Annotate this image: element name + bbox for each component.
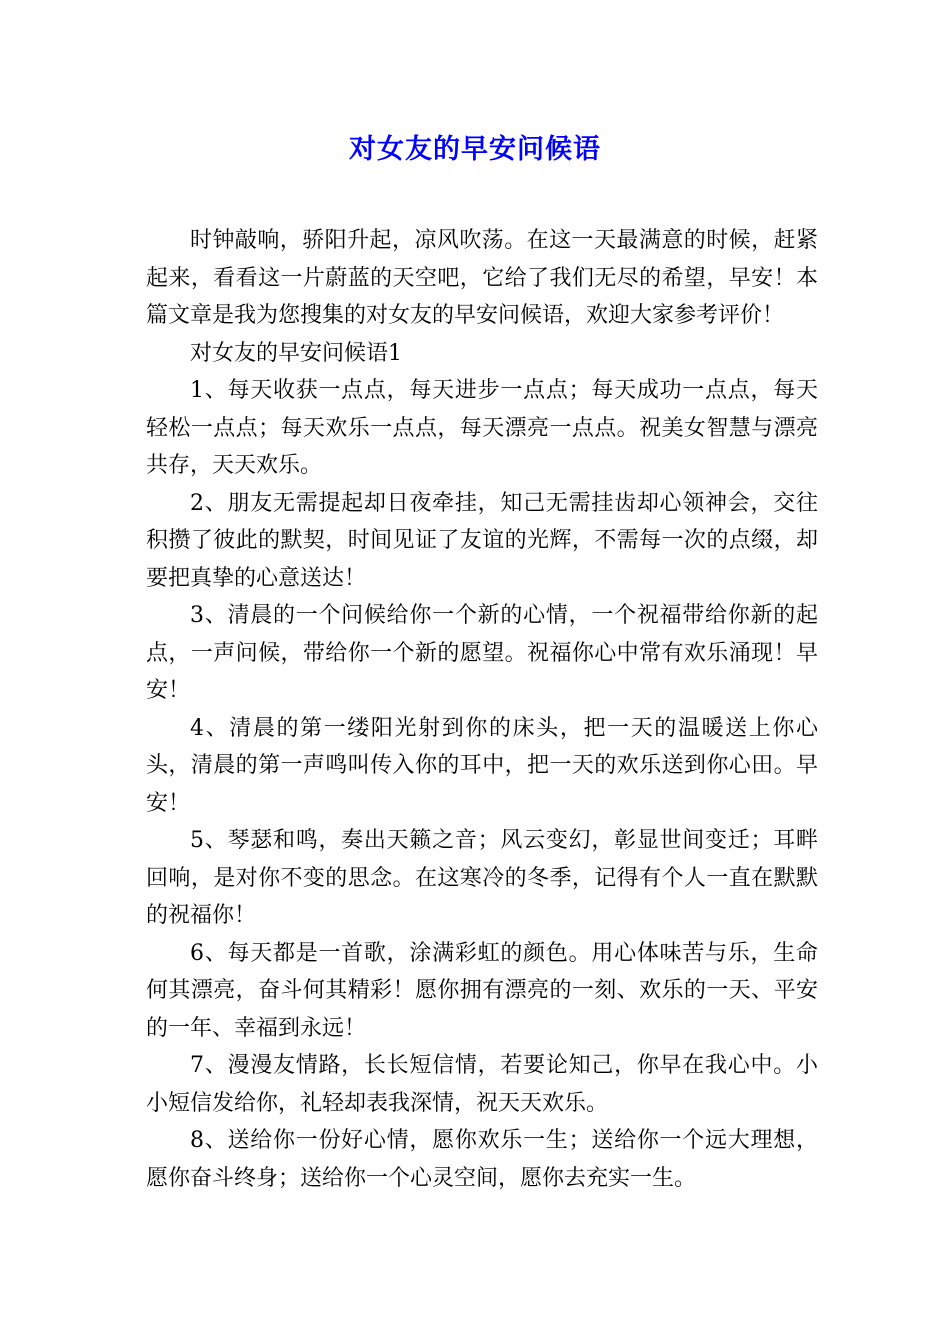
document-body xyxy=(146,222,818,1197)
list-item: 2、朋友无需提起却日夜牵挂，知己无需挂齿却心领神会，交往积攒了彼此的默契，时间见证了友谊的光辉，不需每一次的点缀，却要把真挚的心意送达！ xyxy=(146,490,818,591)
section-heading: 对女友的早安问候语1 xyxy=(190,340,402,366)
document-title: 对女友的早安问候语 xyxy=(349,134,601,165)
list-item: 1、每天收获一点点，每天进步一点点；每天成功一点点，每天轻松一点点；每天欢乐一点点，每天漂亮一点点。祝美女智慧与漂亮共存，天天欢乐。 xyxy=(146,378,818,478)
list-item: 3、清晨的一个问候给你一个新的心情，一个祝福带给你新的起点，一声问候，带给你一个新的愿望。祝福你心中常有欢乐涌现！早安！ xyxy=(146,603,818,703)
intro-paragraph: 时钟敲响，骄阳升起，凉风吹荡。在这一天最满意的时候，赶紧起来，看看这一片蔚蓝的天空吧，它给了我们无尽的希望，早安！本篇文章是我为您搜集的对女友的早安问候语，欢迎大家参考评价！ xyxy=(146,228,818,328)
list-item: 6、每天都是一首歌，涂满彩虹的颜色。用心体味苦与乐，生命何其漂亮，奋斗何其精彩！愿你拥有漂亮的一刻、欢乐的一天、平安的一年、幸福到永远！ xyxy=(146,940,818,1041)
list-item: 5、琴瑟和鸣，奏出天籁之音；风云变幻，彰显世间变迁；耳畔回响，是对你不变的思念。在这寒冷的冬季，记得有个人一直在默默的祝福你！ xyxy=(146,828,818,928)
list-item: 7、漫漫友情路，长长短信情，若要论知己，你早在我心中。小小短信发给你，礼轻却表我深情，祝天天欢乐。 xyxy=(146,1053,818,1116)
list-item: 8、送给你一份好心情，愿你欢乐一生；送给你一个远大理想，愿你奋斗终身；送给你一个心灵空间，愿你去充实一生。 xyxy=(146,1128,818,1191)
list-item: 4、清晨的第一缕阳光射到你的床头，把一天的温暖送上你心头，清晨的第一声鸣叫传入你的耳中，把一天的欢乐送到你心田。早安！ xyxy=(146,715,818,816)
